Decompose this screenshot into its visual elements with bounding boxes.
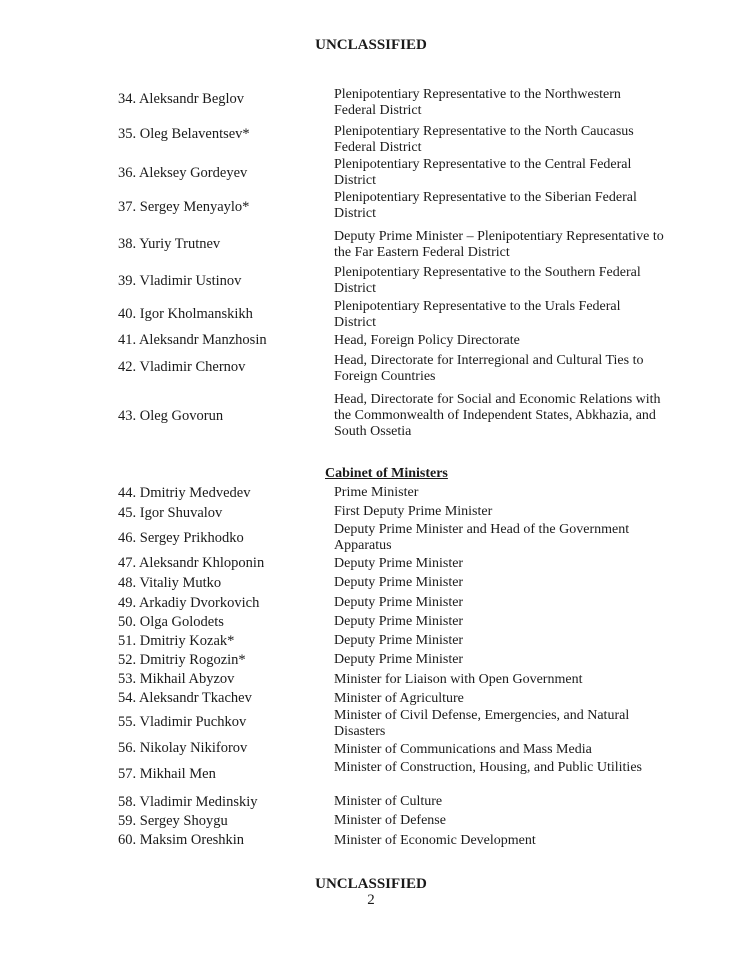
entry-title: Deputy Prime Minister	[334, 595, 464, 610]
entry-name: 37. Sergey Menyaylo*	[118, 199, 250, 215]
entry-name: 46. Sergey Prikhodko	[118, 530, 244, 546]
entry-name: 45. Igor Shuvalov	[118, 505, 223, 521]
entry-name: 60. Maksim Oreshkin	[118, 832, 245, 848]
entry-name: 54. Aleksandr Tkachev	[118, 690, 252, 706]
entry-name: 52. Dmitriy Rogozin*	[118, 652, 246, 668]
entry-title: Deputy Prime Minister	[334, 652, 464, 667]
entry-title: Deputy Prime Minister	[334, 575, 464, 590]
page-number: 2	[367, 892, 375, 908]
entry-name: 42. Vladimir Chernov	[118, 359, 246, 375]
entry-title: Minister of Communications and Mass Media	[334, 742, 592, 757]
entry-name: 43. Oleg Govorun	[118, 408, 224, 424]
entry-title: Plenipotentiary Representative to the Siberian Federal District	[334, 190, 637, 221]
entry-name: 36. Aleksey Gordeyev	[118, 165, 248, 181]
entry-name: 47. Aleksandr Khloponin	[118, 555, 265, 571]
entry-title: Deputy Prime Minister	[334, 614, 464, 629]
entry-title: Head, Foreign Policy Directorate	[334, 333, 520, 348]
entry-title: Deputy Prime Minister – Plenipotentiary Representative to the Far Eastern Federal District	[334, 229, 664, 260]
entry-title: Plenipotentiary Representative to the Central Federal District	[334, 157, 632, 188]
entry-name: 53. Mikhail Abyzov	[118, 671, 235, 687]
entry-title: First Deputy Prime Minister	[334, 504, 493, 519]
entry-title: Minister of Culture	[334, 794, 443, 809]
entry-title: Minister of Civil Defense, Emergencies, and Natural Disasters	[334, 708, 630, 739]
entry-title: Minister of Agriculture	[334, 691, 464, 706]
entry-name: 48. Vitaliy Mutko	[118, 575, 222, 591]
entry-name: 40. Igor Kholmanskikh	[118, 306, 253, 322]
entry-name: 50. Olga Golodets	[118, 614, 224, 630]
entry-name: 41. Aleksandr Manzhosin	[118, 332, 267, 348]
entry-name: 38. Yuriy Trutnev	[118, 236, 221, 252]
entry-title: Deputy Prime Minister	[334, 556, 464, 571]
entry-name: 35. Oleg Belaventsev*	[118, 126, 250, 142]
section-heading-cabinet: Cabinet of Ministers	[325, 466, 448, 481]
classification-footer: UNCLASSIFIED	[315, 876, 427, 892]
classification-header: UNCLASSIFIED	[315, 37, 427, 53]
entry-title: Plenipotentiary Representative to the North Caucasus Federal District	[334, 124, 634, 155]
entry-title: Plenipotentiary Representative to the Northwestern Federal District	[334, 87, 621, 118]
entry-title: Plenipotentiary Representative to the Urals Federal District	[334, 299, 621, 330]
entry-title: Head, Directorate for Social and Economic Relations with the Commonwealth of Independent States, Abkhazia, and South Ossetia	[334, 392, 661, 439]
entry-title: Plenipotentiary Representative to the Southern Federal District	[334, 265, 641, 296]
entry-title: Deputy Prime Minister	[334, 633, 464, 648]
entry-title: Minister of Construction, Housing, and Public Utilities	[334, 760, 642, 775]
entry-name: 51. Dmitriy Kozak*	[118, 633, 235, 649]
entry-name: 59. Sergey Shoygu	[118, 813, 228, 829]
entry-name: 56. Nikolay Nikiforov	[118, 740, 248, 756]
entry-name: 55. Vladimir Puchkov	[118, 714, 247, 730]
entry-name: 44. Dmitriy Medvedev	[118, 485, 251, 501]
entry-title: Deputy Prime Minister and Head of the Government Apparatus	[334, 522, 630, 553]
entry-name: 49. Arkadiy Dvorkovich	[118, 595, 260, 611]
entry-title: Minister of Defense	[334, 813, 446, 828]
entry-name: 34. Aleksandr Beglov	[118, 91, 245, 107]
entry-name: 58. Vladimir Medinskiy	[118, 794, 258, 810]
entry-title: Minister for Liaison with Open Government	[334, 672, 583, 687]
entry-name: 39. Vladimir Ustinov	[118, 273, 242, 289]
entry-title: Head, Directorate for Interregional and Cultural Ties to Foreign Countries	[334, 353, 644, 384]
entry-title: Minister of Economic Development	[334, 833, 536, 848]
entry-name: 57. Mikhail Men	[118, 766, 216, 782]
entry-title: Prime Minister	[334, 485, 419, 500]
